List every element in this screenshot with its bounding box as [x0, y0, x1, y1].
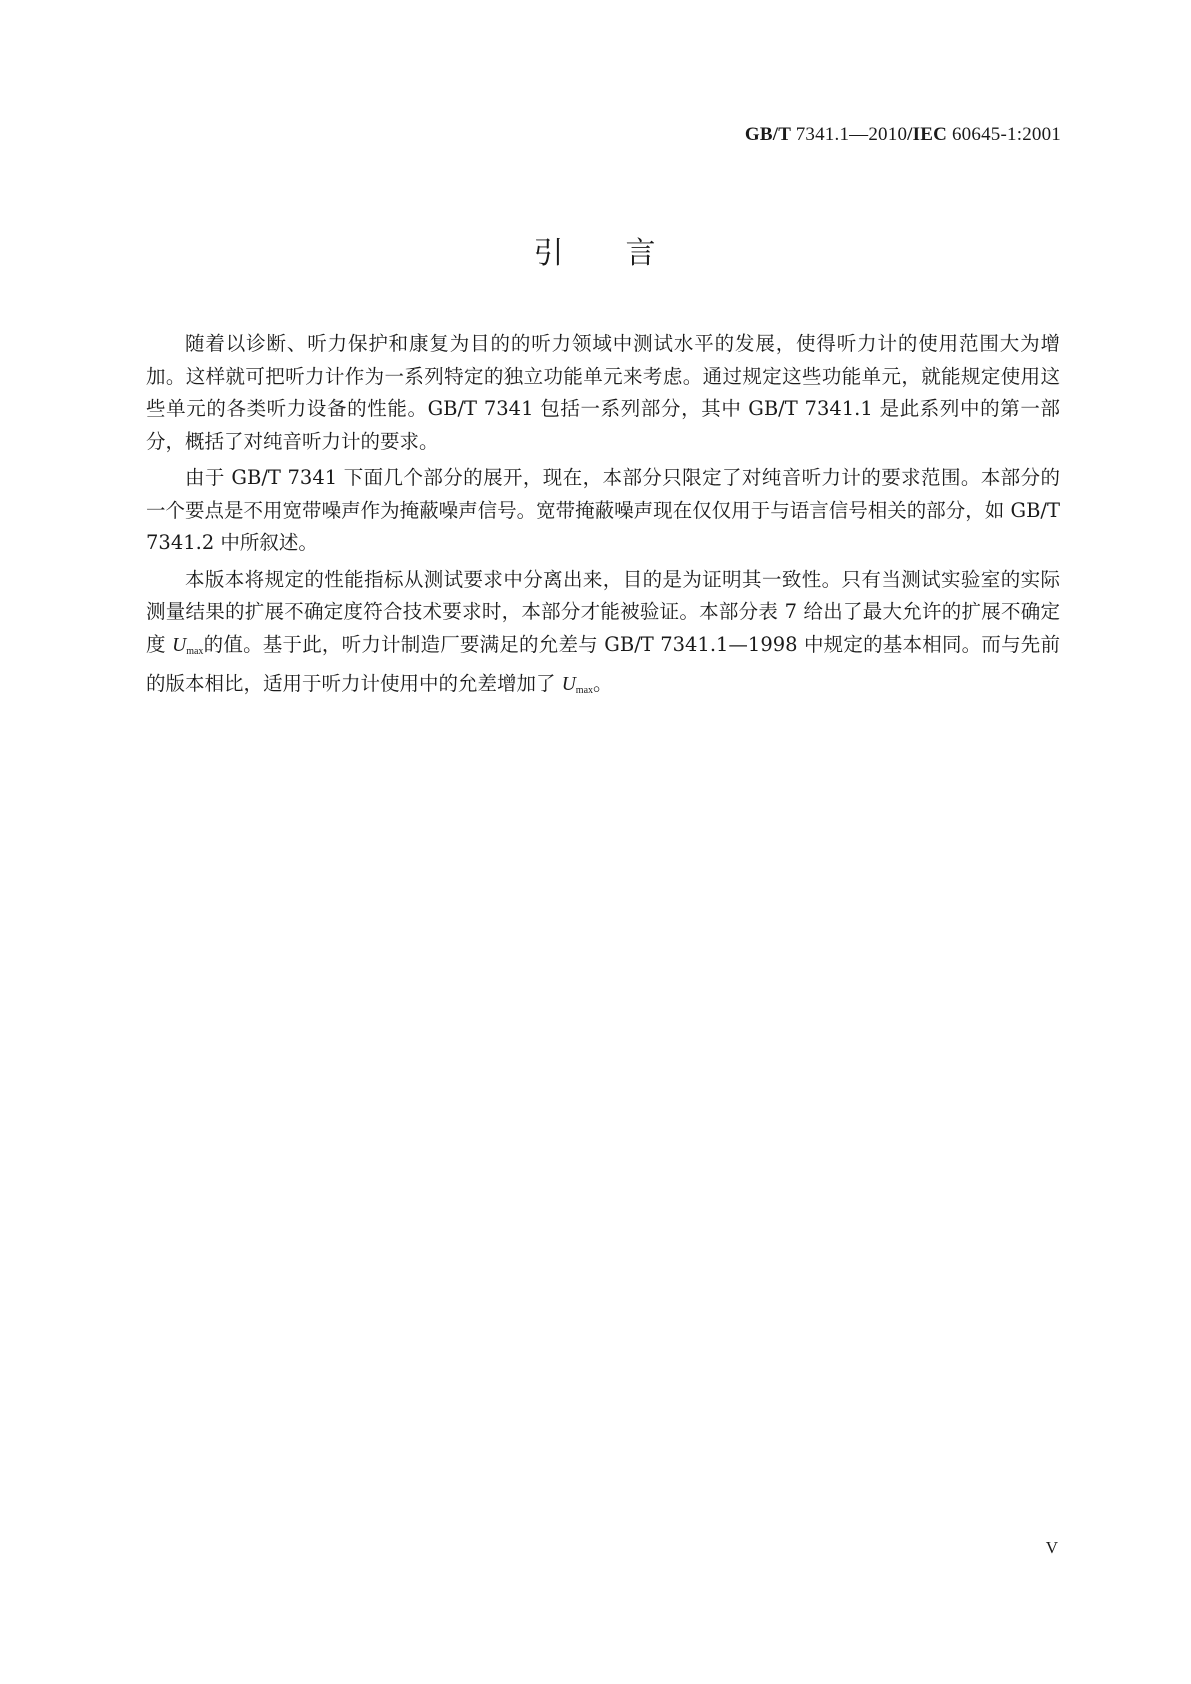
standard-iec-prefix: /IEC: [907, 124, 948, 145]
paragraph-3-part-3: 。: [593, 672, 613, 695]
standard-iec-number: 60645-1:2001: [951, 124, 1061, 145]
paragraph-2: 由于 GB/T 7341 下面几个部分的展开，现在，本部分只限定了对纯音听力计的要求范围。本部分的一个要点是不用宽带噪声作为掩蔽噪声信号。宽带掩蔽噪声现在仅仅用于与语言信号相关的部分，如 GB/T 7341.2 中所叙述。: [146, 466, 1060, 554]
page-number: V: [1045, 1538, 1058, 1557]
standard-prefix: GB/T: [744, 124, 791, 145]
standard-number: 7341.1—2010: [795, 124, 908, 145]
standard-header: [745, 124, 1061, 146]
title-char-1: 引: [533, 236, 566, 271]
paragraph-1: 随着以诊断、听力保护和康复为目的的听力领域中测试水平的发展，使得听力计的使用范围大为增加。这样就可把听力计作为一系列特定的独立功能单元来考虑。通过规定这些功能单元，就能规定使用这些单元的各类听力设备的性能。GB/T 7341 包括一系列部分，其中 GB/T 7341.1 是此系列中的第一部分，概括了对纯音听力计的要求。: [146, 332, 1060, 453]
page-title: [0, 228, 1191, 272]
document-body: [146, 328, 1060, 712]
title-char-2: 言: [625, 236, 658, 271]
umax-symbol: $U_{max}$: [172, 634, 204, 657]
paragraph-3: [146, 564, 1060, 708]
paragraph-3-part-1: 本版本将规定的性能指标从测试要求中分离出来，目的是为证明其一致性。只有当测试实验室的实际测量结果的扩展不确定度符合技术要求时，本部分才能被验证。本部分表 7 给出了最大允许的扩展不确定度: [146, 567, 1060, 656]
umax-symbol-2: $U_{max}$: [561, 674, 594, 696]
paragraph-3-part-2: 的值。基于此，听力计制造厂要满足的允差与 GB/T 7341.1—1998 中规定的基本相同。而与先前的版本相比，适用于听力计使用中的允差增加了: [146, 632, 1060, 695]
